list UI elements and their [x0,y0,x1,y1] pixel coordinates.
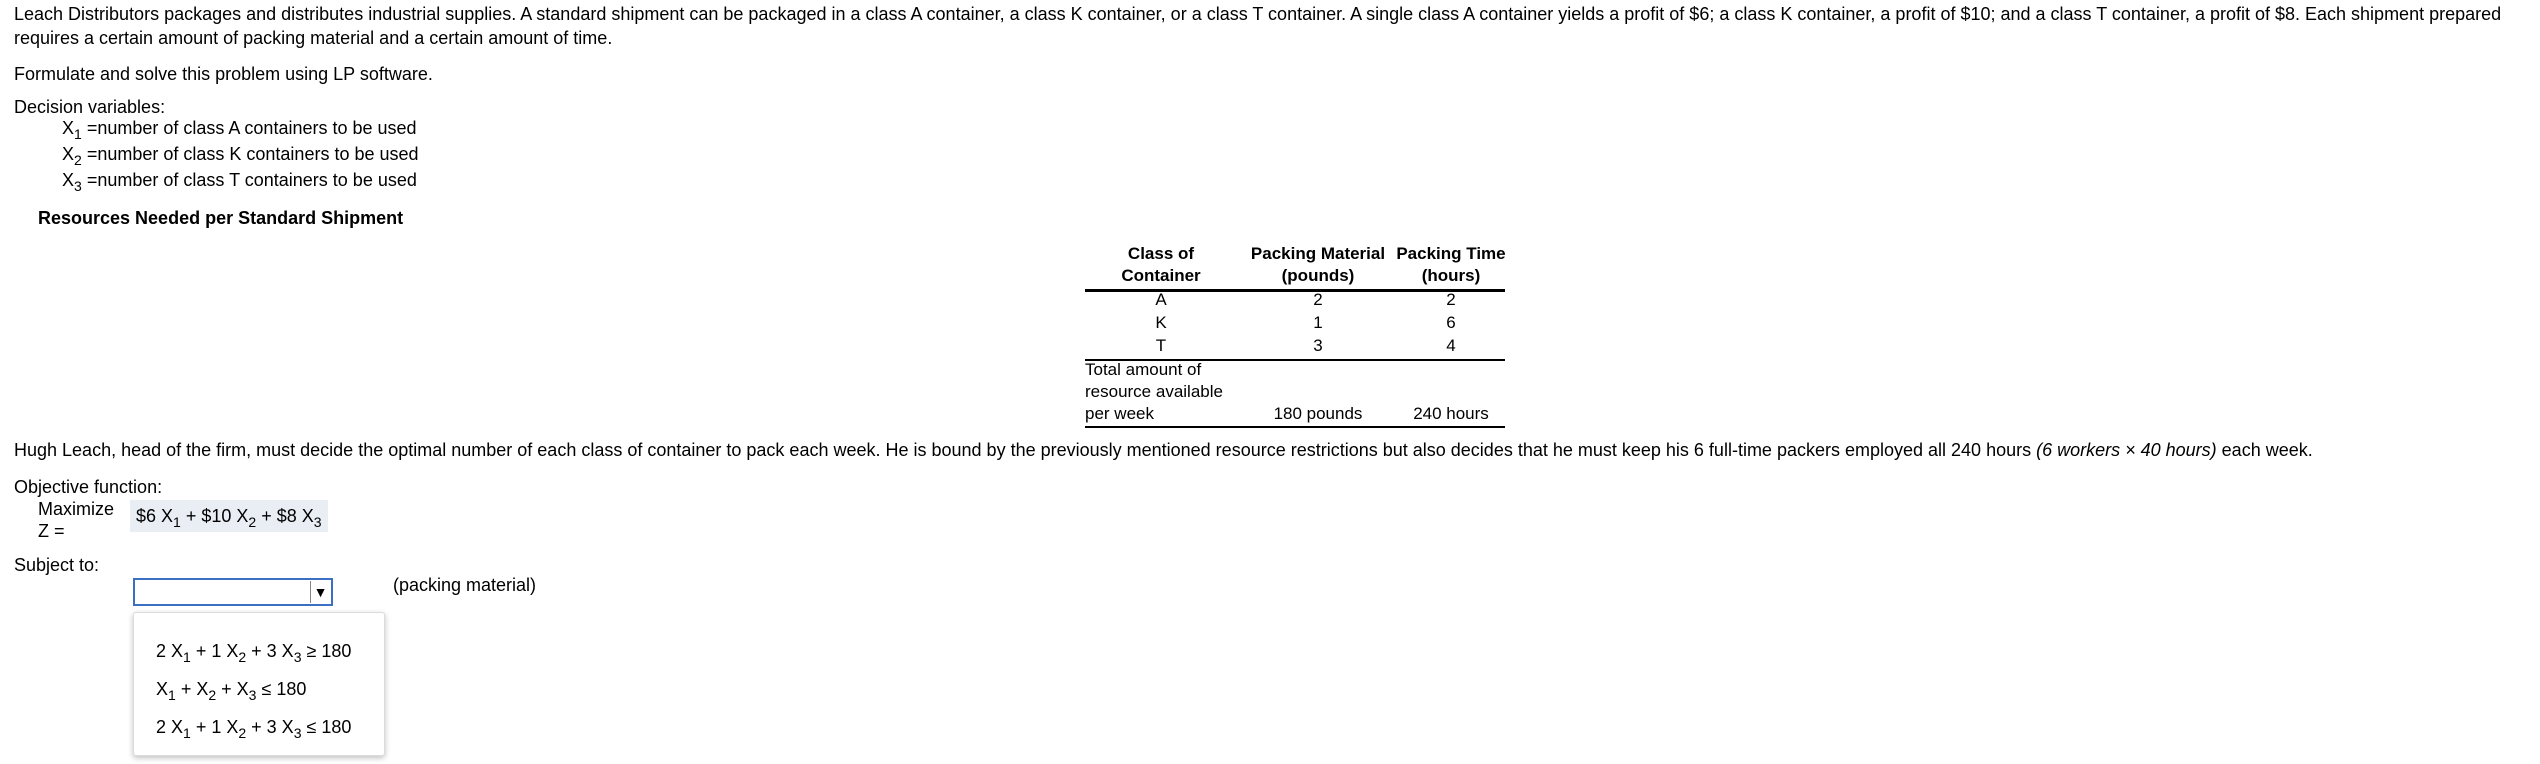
chevron-down-icon[interactable]: ▼ [310,581,330,603]
header-material: Packing Material (pounds) [1250,244,1386,285]
header-time: Packing Time (hours) [1396,244,1506,285]
total-time: 240 hours [1413,404,1489,423]
header-class: Class of Container [1121,244,1201,285]
hugh-paragraph: Hugh Leach, head of the firm, must decide the optimal number of each class of container to pack each week. He is bound by the previously mentioned resource restrictions but also decides that he must keep his 6 full-time packers employed all 240 hours (6 workers × 40 hours) each week. [14,440,2313,460]
row-t-class: T [1155,336,1167,355]
row-a-class: A [1155,290,1167,309]
row-k-class: K [1155,313,1167,332]
decision-variable-x1: $X_1$ =number of class A containers to be used [62,118,417,142]
dropdown-menu [133,612,385,756]
total-material: 180 pounds [1273,404,1363,423]
total-label: Total amount of resource available per week [1085,360,1223,423]
footer-rule [1085,426,1505,428]
subject-to-heading: Subject to: [14,555,100,575]
row-k-time: 6 [1446,313,1456,332]
problem-line-2: requires a certain amount of packing material and a certain amount of time. [14,28,613,48]
packing-material-label: (packing material) [393,575,537,595]
decision-variable-x3: $X_3$ =number of class T containers to be used [62,170,417,194]
row-t-material: 3 [1313,336,1323,355]
row-a-time: 2 [1446,290,1456,309]
row-a-material: 2 [1313,290,1323,309]
problem-statement [14,2,2534,50]
instruction-text: Formulate and solve this problem using LP software. [14,64,433,84]
dropdown-option-3[interactable]: 2 $X_1 + 1$ $X_2 + 3$ $X_3 \le 180$ [156,717,352,741]
dropdown-option-1[interactable]: 2 $X_1 + 1$ $X_2 + 3$ $X_3 \ge 180$ [156,641,352,665]
objective-heading: Objective function: [14,477,163,497]
dropdown-option-2[interactable]: $X_1 + X_2 + X_3 \le 180$ [156,679,307,703]
objective-function: $6 $X_1$ + $10 $X_2$ + $8 $X_3$ [130,500,328,532]
decision-variable-x2: $X_2$ =number of class K containers to be used [62,144,419,168]
problem-line-1: Leach Distributors packages and distributes industrial supplies. A standard shipment can be packaged in a class A container, a class K container, or a class T container. A single class A container yields a profit of $6; a class K container, a profit of $10; and a class T container, a profit of $8. Each shipment prepared [14,4,2502,24]
row-k-material: 1 [1313,313,1323,332]
constraint-dropdown[interactable] [133,578,333,606]
maximize-label: Maximize Z = [38,499,115,541]
decision-variables-heading: Decision variables: [14,97,166,117]
row-t-time: 4 [1446,336,1456,355]
resources-title: Resources Needed per Standard Shipment [38,208,404,228]
